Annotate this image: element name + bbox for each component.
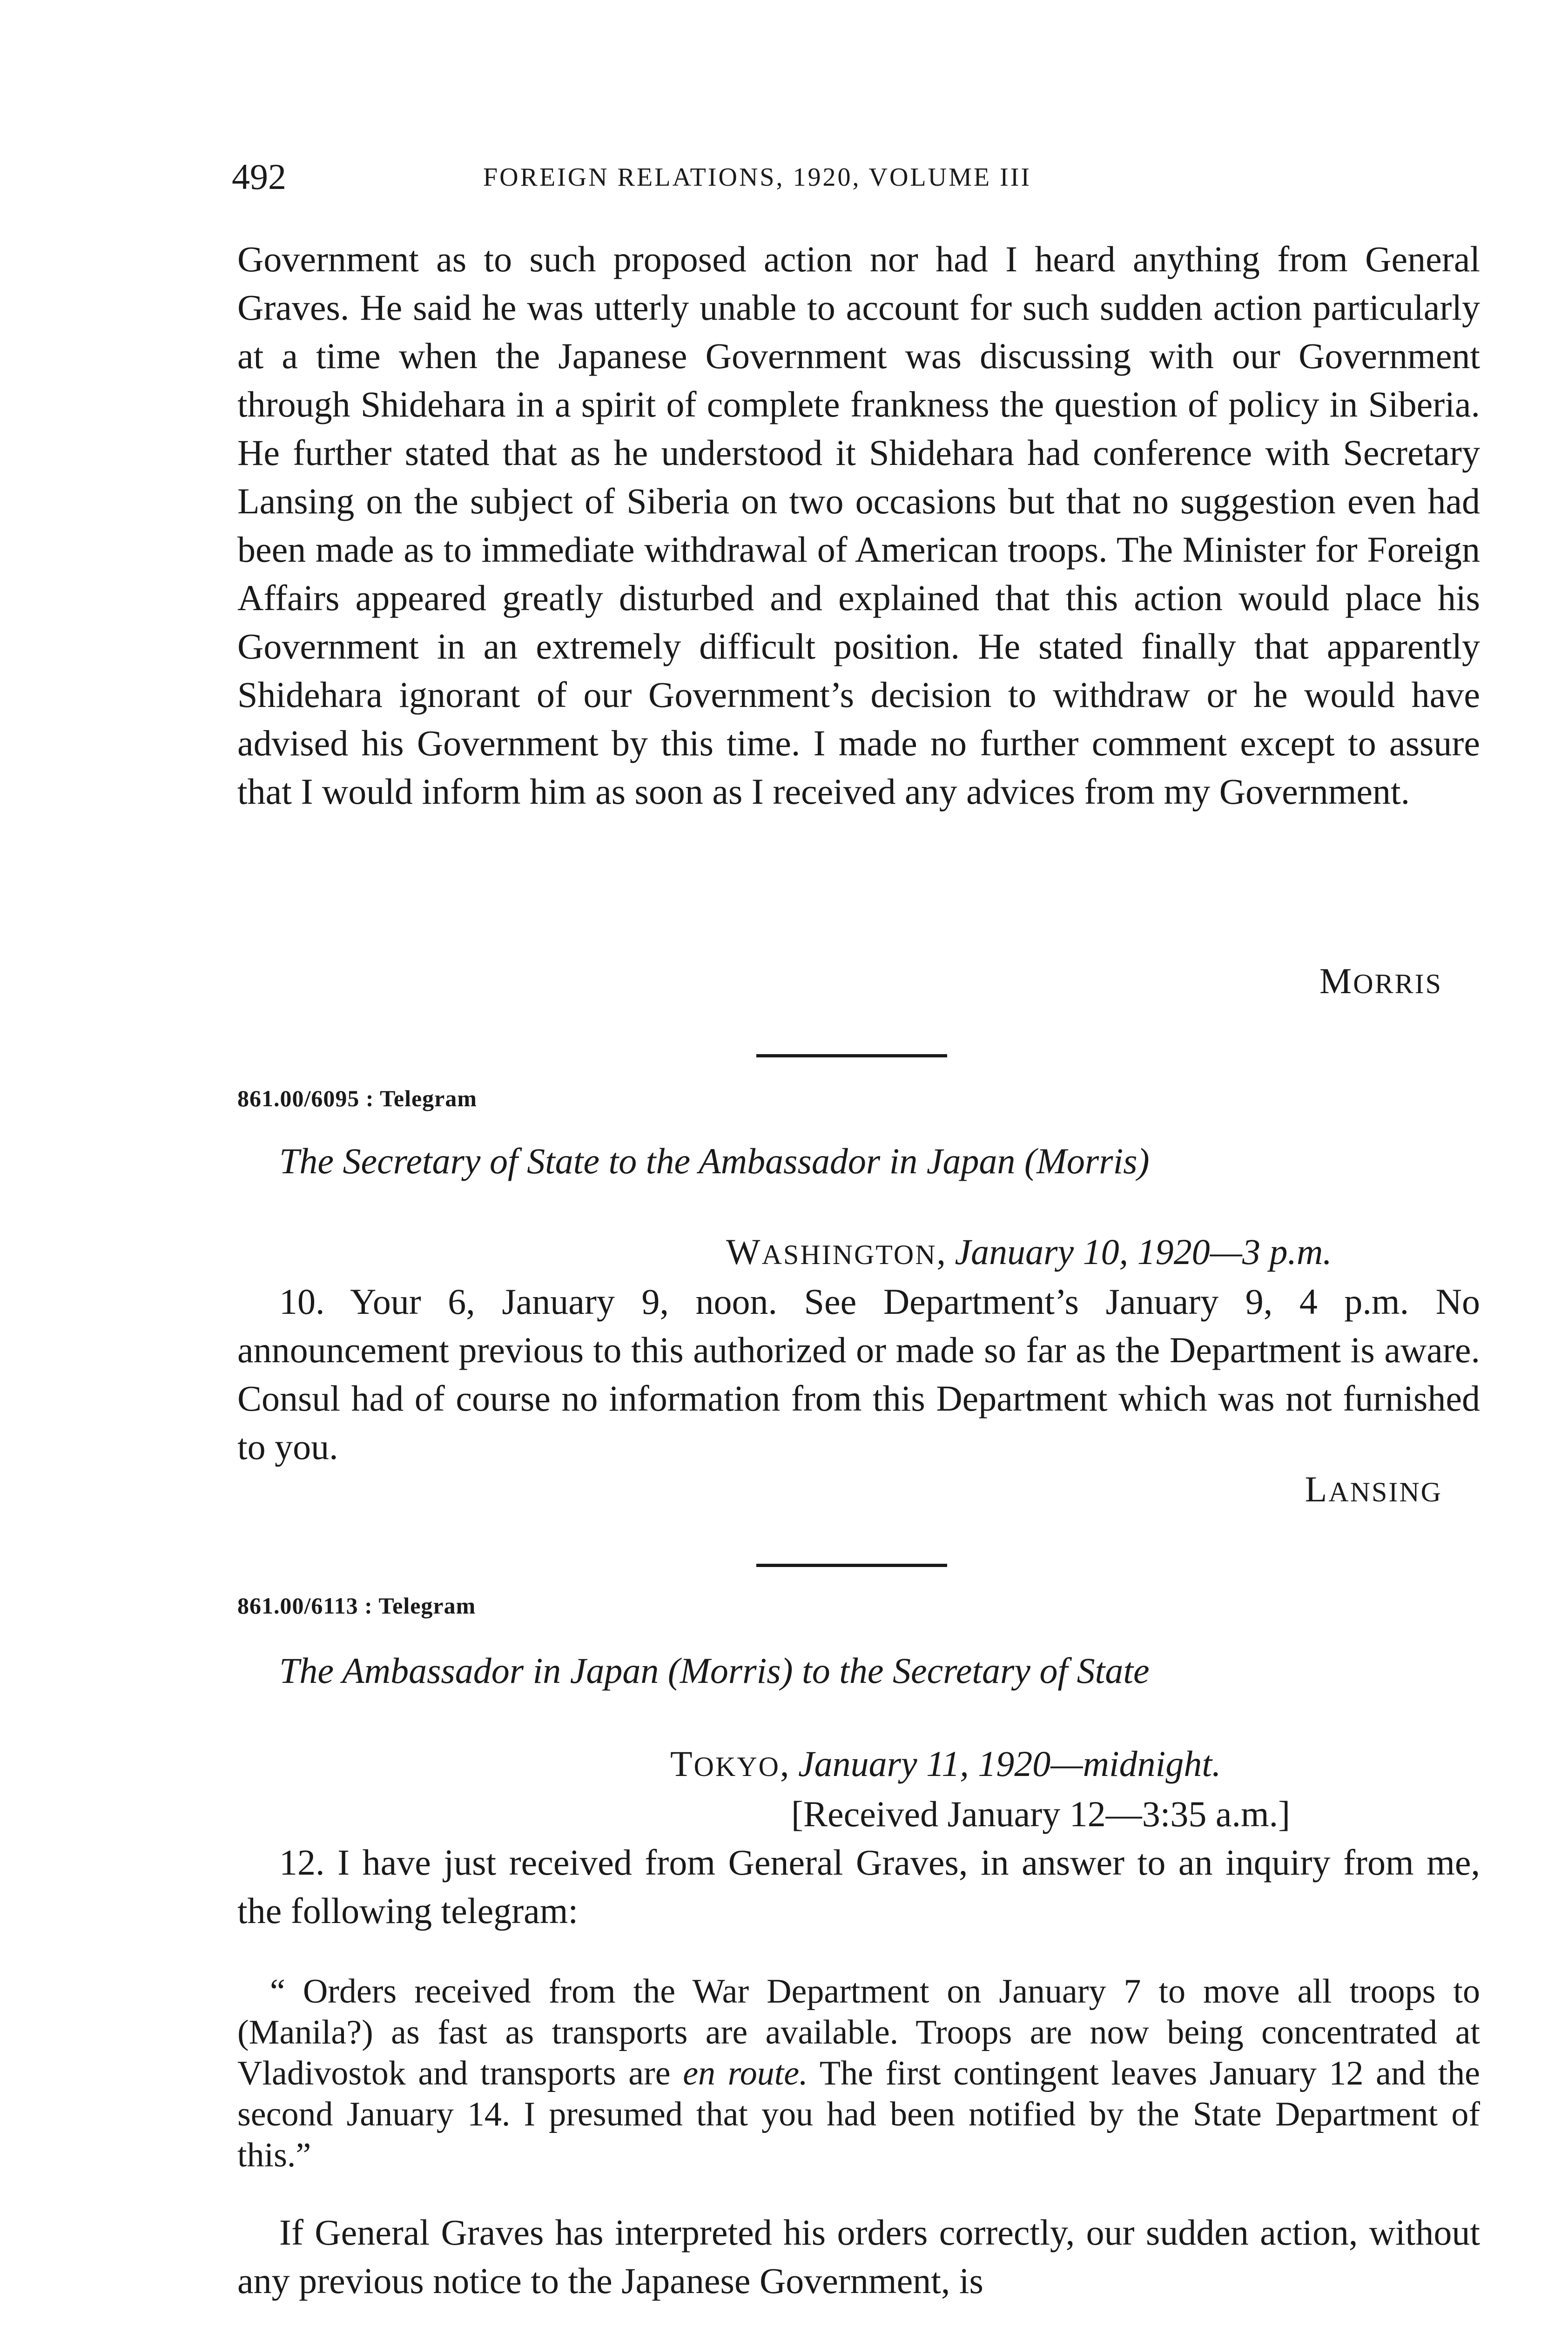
document-title: The Ambassador in Japan (Morris) to the Secretary of State	[279, 1650, 1150, 1691]
file-reference: 861.00/6113 : Telegram	[237, 1593, 476, 1619]
running-head: FOREIGN RELATIONS, 1920, VOLUME III	[483, 163, 1032, 192]
file-reference: 861.00/6095 : Telegram	[237, 1085, 478, 1111]
signature-morris: MORRIS	[1319, 961, 1442, 1001]
section-divider	[756, 1564, 947, 1567]
dateline: WASHINGTON, January 10, 1920—3 p.m.	[726, 1231, 1332, 1272]
continuation-paragraph: Government as to such proposed action nor had I heard anything from General Graves. He said he was utterly unable to account for such sudden action particularly at a time when the Japanese Government was discussing with our Government through Shidehara in a spirit of complete frankness the question of policy in Siberia. He further stated that as he understood it Shidehara had conference with Secretary Lansing on the subject of Siberia on two occasions but that no suggestion even had been made as to immediate withdrawal of American troops. The Minister for Foreign Affairs appeared greatly disturbed and explained that this action would place his Government in an extremely difficult position. He stated finally that apparently Shidehara ignorant of our Government’s decision to withdraw or he would have advised his Government by this time. I made no further comment except to assure that I would inform him as soon as I received any advices from my Government.	[237, 239, 1480, 812]
section-divider	[756, 1054, 947, 1057]
page-header	[232, 156, 1488, 198]
telegram-body: 10. Your 6, January 9, noon. See Department’s January 9, 4 p.m. No announcement previous to this authorized or made so far as the Department is aware. Consul had of course no information from this Department which was not furnished to you.	[237, 1281, 1480, 1467]
quoted-telegram: “ Orders received from the War Department on January 7 to move all troops to (Manila?) as fast as transports are available. Troops are now being concentrated at Vladivostok and transports are en route. The first contingent leaves January 12 and the second January 14. I presumed that you had been notified by the State Department of this.”	[237, 1972, 1480, 2174]
telegram-body: 12. I have just received from General Graves, in answer to an inquiry from me, the following telegram:	[237, 1842, 1480, 1931]
page-number: 492	[232, 156, 286, 197]
signature-lansing: LANSING	[1305, 1469, 1442, 1509]
dateline: TOKYO, January 11, 1920—midnight.	[670, 1743, 1221, 1784]
document-title: The Secretary of State to the Ambassador in Japan (Morris)	[279, 1141, 1150, 1181]
closing-paragraph: If General Graves has interpreted his orders correctly, our sudden action, without any previous notice to the Japanese Government, is	[237, 2212, 1480, 2301]
received-line: [Received January 12—3:35 a.m.]	[791, 1794, 1291, 1834]
